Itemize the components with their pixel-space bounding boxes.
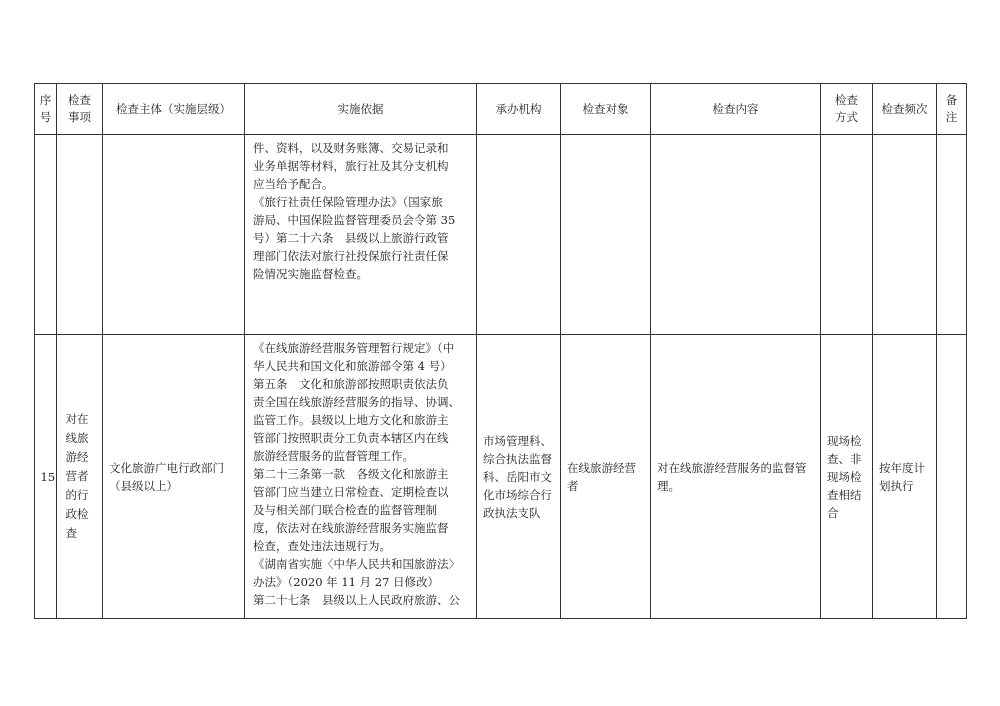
row2-basis	[245, 335, 477, 619]
row2-target: 在线旅游经营者	[561, 335, 651, 619]
row2-seq: 15	[35, 335, 57, 619]
basis-line: 游局、中国保险监督管理委员会令第 35	[253, 213, 456, 227]
basis-line: 险情况实施监督检查。	[253, 267, 368, 281]
row2-frequency: 按年度计划执行	[873, 335, 937, 619]
basis-line: 《湖南省实施〈中华人民共和国旅游法〉	[253, 557, 460, 571]
header-basis: 实施依据	[245, 84, 477, 135]
basis-line: 及与相关部门联合检查的监督管理制	[253, 503, 437, 517]
header-target: 检查对象	[561, 84, 651, 135]
basis-line: 第五条 文化和旅游部按照职责依法负	[253, 377, 449, 391]
row1-subject	[103, 135, 245, 335]
basis-line: 业务单据等材料，旅行社及其分支机构	[253, 159, 449, 173]
row1-content	[651, 135, 821, 335]
row2-agency: 市场管理科、综合执法监督科、岳阳市文化市场综合行政执法支队	[477, 335, 561, 619]
row2-content: 对在线旅游经营服务的监督管理。	[651, 335, 821, 619]
table-row	[35, 335, 967, 619]
row1-seq	[35, 135, 57, 335]
basis-line: 《旅行社责任保险管理办法》（国家旅	[253, 195, 443, 209]
row1-item	[57, 135, 103, 335]
row1-target	[561, 135, 651, 335]
row2-subject: 文化旅游广电行政部门（县级以上）	[103, 335, 245, 619]
basis-line: 办法》（2020 年 11 月 27 日修改）	[253, 575, 440, 589]
basis-line: 监管工作。县级以上地方文化和旅游主	[253, 413, 449, 427]
basis-line: 号）第二十六条 县级以上旅游行政管	[253, 231, 449, 245]
header-remark: 备注	[937, 84, 967, 135]
basis-line: 管部门应当建立日常检查、定期检查以	[253, 485, 449, 499]
table-row	[35, 135, 967, 335]
row1-remark	[937, 135, 967, 335]
header-row	[35, 84, 967, 135]
basis-line: 第二十三条第一款 各级文化和旅游主	[253, 467, 449, 481]
basis-line: 度，依法对在线旅游经营服务实施监督	[253, 521, 449, 535]
basis-line: 理部门依法对旅行社投保旅行社责任保	[253, 249, 449, 263]
row2-method: 现场检查、非现场检查相结合	[821, 335, 873, 619]
row1-agency	[477, 135, 561, 335]
row2-item: 对在线旅游经营者的行政检查	[57, 335, 103, 619]
header-agency: 承办机构	[477, 84, 561, 135]
inspection-table	[34, 83, 967, 619]
row1-frequency	[873, 135, 937, 335]
basis-line: 责全国在线旅游经营服务的指导、协调、	[253, 395, 460, 409]
basis-line: 管部门按照职责分工负责本辖区内在线	[253, 431, 449, 445]
header-method: 检查方式	[821, 84, 873, 135]
header-seq: 序号	[35, 84, 57, 135]
basis-line: 件、资料，以及财务账簿、交易记录和	[253, 141, 449, 155]
basis-line: 第二十七条 县级以上人民政府旅游、公	[253, 593, 460, 607]
basis-line: 华人民共和国文化和旅游部令第 4 号）	[253, 359, 452, 373]
header-frequency: 检查频次	[873, 84, 937, 135]
header-subject: 检查主体（实施层级）	[103, 84, 245, 135]
header-content: 检查内容	[651, 84, 821, 135]
row1-basis	[245, 135, 477, 335]
header-item: 检查事项	[57, 84, 103, 135]
row1-method	[821, 135, 873, 335]
basis-line: 检查，查处违法违规行为。	[253, 539, 391, 553]
row2-remark	[937, 335, 967, 619]
basis-line: 应当给予配合。	[253, 177, 334, 191]
basis-line: 旅游经营服务的监督管理工作。	[253, 449, 414, 463]
basis-line: 《在线旅游经营服务管理暂行规定》（中	[253, 341, 455, 355]
